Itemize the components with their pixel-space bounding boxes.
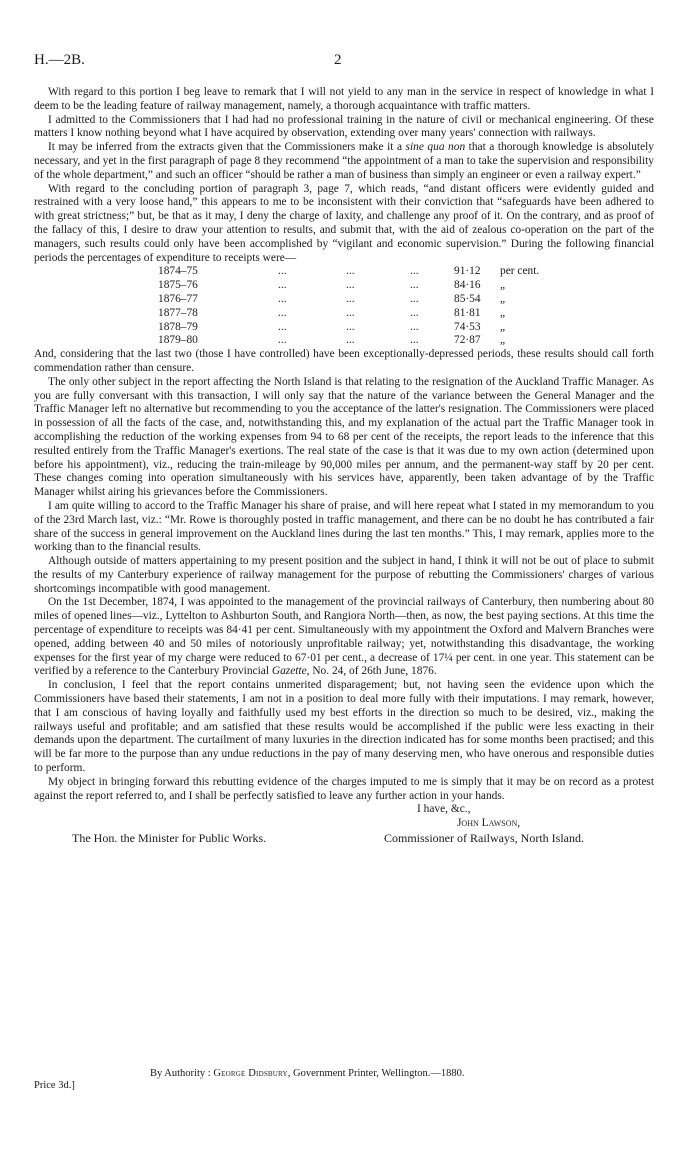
italic-phrase: Gazette — [271, 665, 307, 678]
table-row: 1879–80 ... ... ... 72·87 „ — [158, 334, 506, 347]
italic-phrase: sine qua non — [405, 141, 466, 154]
document-reference: H.—2B. — [34, 52, 85, 68]
addressee: The Hon. the Minister for Public Works. — [72, 831, 267, 846]
page-header — [34, 52, 654, 72]
valediction: I have, &c., — [417, 803, 471, 816]
paragraph: Although outside of matters appertaining to my present position and the subject in hand, I think it will not be out of place to submit the results of my Canterbury experience of railway management for the purpose of rebutting the Commissioners' charges of various shortcomings incompatible with good management. — [34, 555, 654, 595]
table-row: 1874–75 ... ... ... 91·12 per cent. — [158, 265, 540, 278]
paragraph: In conclusion, I feel that the report contains unmerited disparagement; but, not having seen the evidence upon which the Commissioners have based their statements, I am not in a position to deal more fully with their imputations. I may remark, however, that I am conscious of having loyally and faithfully used my best efforts in the direction so much to be desired, viz., making the railways useful and profitable; and am satisfied that these results would be accomplished if the public were less exacting in their demands upon the department. The curtailment of many luxuries in the direction indicated has for some months been practised; and this will be far more to the purpose than any undue reductions in the pay of many deserving men, who have onerous and responsible duties to perform. — [34, 679, 654, 775]
table-row: 1876–77 ... ... ... 85·54 „ — [158, 292, 506, 305]
document-body — [34, 86, 654, 859]
table-row: 1878–79 ... ... ... 74·53 „ — [158, 320, 506, 333]
paragraph: It may be inferred from the extracts given that the Commissioners make it a sine qua non that a thorough knowledge is absolutely necessary, and yet in the first paragraph of page 8 they recommend “the appointment of a man to take the supervision and responsibility of the whole department,” and such an officer “should be rather a man of business than simply an engineer or even a railway expert.” — [34, 141, 655, 181]
paragraph: I admitted to the Commissioners that I had had no professional training in the nature of civil or mechanical engineering. Of these matters I know nothing beyond what I have acquired by observation, extending over many years' connection with railways. — [34, 113, 654, 140]
signatory-title: Commissioner of Railways, North Island. — [384, 831, 584, 846]
printer-imprint: By Authority : George Didsbury, Government Printer, Wellington.—1880. — [150, 1068, 465, 1079]
paragraph: I am quite willing to accord to the Traffic Manager his share of praise, and will here repeat what I stated in my memorandum to you of the 23rd March last, viz.: “Mr. Rowe is thoroughly posted in traffic management, and there can be no doubt he has contributed a fair share of the success in general improvement on the Auckland lines during the last ten months.” This, I may remark, applies more to the working than to the financial results. — [34, 499, 654, 554]
letter-closing — [34, 803, 654, 859]
expenditure-table — [158, 265, 654, 348]
price-label: Price 3d.] — [34, 1080, 75, 1091]
paragraph: With regard to the concluding portion of paragraph 3, page 7, which reads, “and distant officers were evidently guided and restrained with a very loose hand,” this appears to me to be inconsistent with their conviction that “safeguards have been adhered to with great strictness;” but, be that as it may, I deny the charge of laxity, and challenge any proof of it. On the contrary, and as proof of the fallacy of this, I desire to draw your attention to results, and submit that, with the aid of zealous co-operation on the part of the managers, such results could only have been accomplished by “vigilant and economic supervision.” During the following financial periods the percentages of expenditure to receipts were— — [34, 182, 654, 264]
signature: John Lawson, — [457, 817, 521, 830]
paragraph: My object in bringing forward this rebutting evidence of the charges imputed to me is simply that it may be on record as a protest against the report referred to, and I shall be perfectly satisfied to leave any further action in your hands. — [34, 775, 654, 802]
table-row: 1875–76 ... ... ... 84·16 „ — [158, 279, 506, 292]
paragraph: The only other subject in the report affecting the North Island is that relating to the resignation of the Auckland Traffic Manager. As you are fully conversant with this transaction, I will only say that the nature of the variance between the General Manager and the Traffic Manager left no alternative but recommending to you the acceptance of the latter's resignation. The Commissioners were placed in possession of all the facts of the case, and, notwithstanding this, and my explanation of the actual part the Traffic Manager took in accomplishing the reduction of the working expenses from 94 to 68 per cent of the receipts, the report leads to the inference that this resulted entirely from the Traffic Manager's exertions. The real state of the case is that it was due to my own action (determined upon before his appointment), viz., reducing the train-mileage by 90,000 miles per annum, and the permanent-way staff by 20 per cent. These changes coming into operation simultaneously with his services have, apparently, been taken advantage of by the Traffic Manager whilst airing his grievances before the Commissioners. — [34, 375, 654, 499]
paragraph: On the 1st December, 1874, I was appointed to the management of the provincial railways of Canterbury, then numbering about 80 miles of opened lines—viz., Lyttelton to Ashburton South, and Rangiora North—then, as now, the best paying sections. At this time the percentage of expenditure to receipts was 84·41 per cent. Simultaneously with my appointment the Oxford and Malvern Branches were opened, adding between 40 and 50 miles of notoriously unprofitable railway; yet, notwithstanding this disadvantage, the working expenses for the first year of my charge were reduced to 67·01 per cent., a decrease of 17¼ per cent. in one year. This statement can be verified by a reference to the Canterbury Provincial Gazette, No. 24, of 26th June, 1876. — [34, 596, 654, 678]
page-number: 2 — [334, 52, 342, 68]
paragraph: With regard to this portion I beg leave to remark that I will not yield to any man in the service in respect of knowledge in what I deem to be the leading feature of railway management, namely, a thorough acquaintance with traffic matters. — [34, 86, 654, 112]
table-row: 1877–78 ... ... ... 81·81 „ — [158, 306, 506, 319]
paragraph: And, considering that the last two (those I have controlled) have been exceptionally-depressed periods, these results should call forth commendation rather than censure. — [34, 348, 654, 374]
